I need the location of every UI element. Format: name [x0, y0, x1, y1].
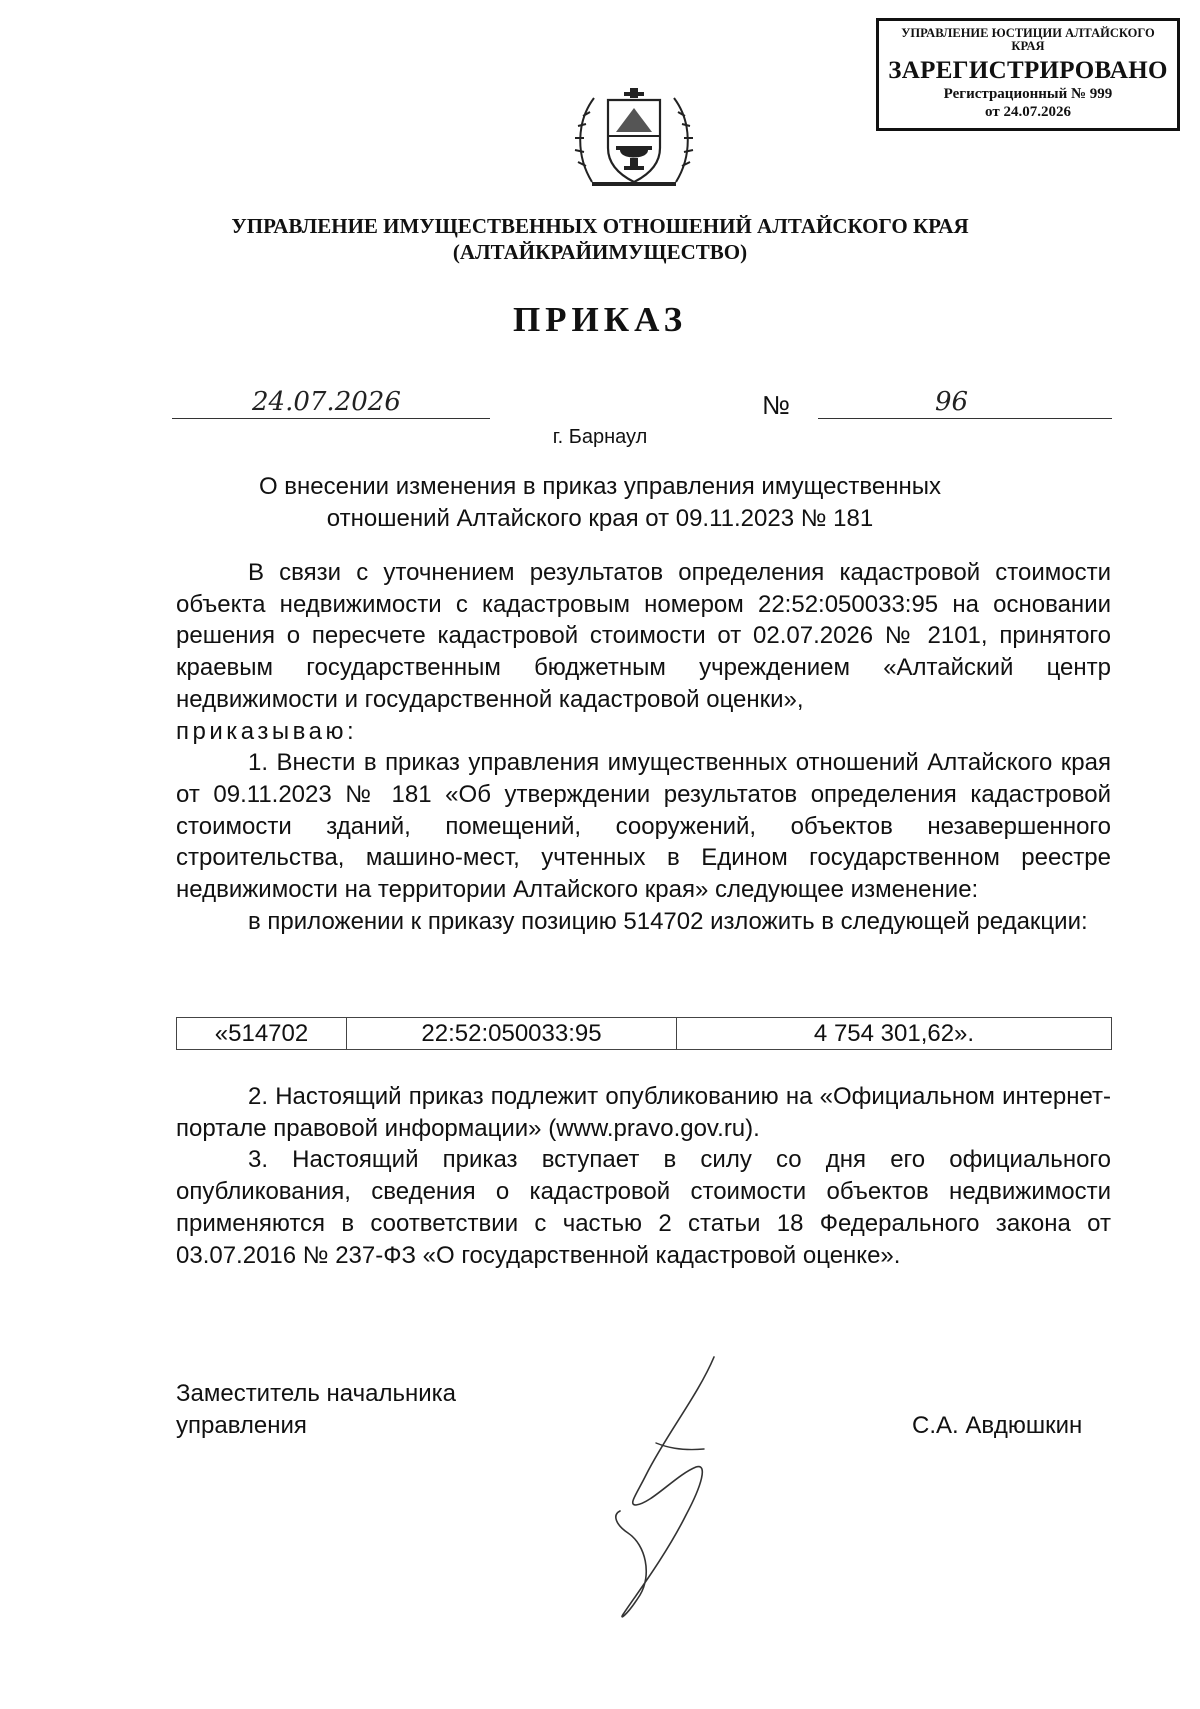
registration-stamp	[876, 18, 1180, 131]
position-table	[176, 1017, 1112, 1050]
agency-name-line1: УПРАВЛЕНИЕ ИМУЩЕСТВЕННЫХ ОТНОШЕНИЙ АЛТАЙСКОГО КРАЯ	[231, 214, 969, 238]
order-date-handwritten: 24.07.2026	[252, 387, 401, 417]
order-body	[176, 557, 1111, 937]
number-underline	[818, 418, 1112, 419]
handwritten-signature-icon	[606, 1355, 756, 1620]
number-sign: №	[762, 390, 790, 420]
agency-name-line2: (АЛТАЙКРАЙИМУЩЕСТВО)	[452, 240, 748, 264]
signer-position-line2: управления	[176, 1412, 307, 1439]
stamp-title: ЗАРЕГИСТРИРОВАНО	[888, 57, 1168, 84]
order-subject	[0, 471, 1200, 535]
table-cell-value: 4 754 301,62».	[677, 1018, 1112, 1050]
altai-krai-coat-of-arms-icon	[572, 86, 696, 188]
subject-line1: О внесении изменения в приказ управления имущественных	[258, 473, 942, 500]
signer-name: С.А. Авдюшкин	[912, 1412, 1083, 1439]
stamp-reg-date: от 24.07.2026	[985, 104, 1071, 120]
signer-position	[176, 1378, 456, 1442]
stamp-org: УПРАВЛЕНИЕ ЮСТИЦИИ АЛТАЙСКОГО КРАЯ	[901, 26, 1155, 53]
order-body-continued	[176, 1081, 1111, 1271]
order-number-handwritten: 96	[935, 387, 969, 417]
item-3-paragraph: 3. Настоящий приказ вступает в силу со дня его официального опубликования, сведения о кадастровой стоимости объектов недвижимости применяются в соответствии с частью 2 статьи 18 Федерального закона от 03.07.2016 № 237-ФЗ «О государственной кадастровой оценке».	[176, 1146, 1111, 1269]
item-1-paragraph: 1. Внести в приказ управления имущественных отношений Алтайского края от 09.11.2023 № 181 «Об утверждении результатов определения кадастровой стоимости зданий, помещений, сооружений, объектов незавершенного строительства, машино-мест, учтенных в Едином государственном реестре недвижимости на территории Алтайского края» следующее изменение:	[176, 749, 1111, 904]
agency-name	[0, 213, 1200, 265]
city: г. Барнаул	[552, 426, 648, 448]
document-type-title: ПРИКАЗ	[512, 300, 688, 339]
signer-position-line1: Заместитель начальника	[176, 1380, 457, 1407]
order-word: приказываю:	[176, 717, 358, 745]
item-2-paragraph: 2. Настоящий приказ подлежит опубликованию на «Официальном интернет-портале правовой информации» (www.pravo.gov.ru).	[176, 1083, 1111, 1142]
table-cell-cadastral-number: 22:52:050033:95	[347, 1018, 677, 1050]
table-cell-position: «514702	[177, 1018, 347, 1050]
item-1-sub-paragraph: в приложении к приказу позицию 514702 изложить в следующей редакции:	[248, 907, 1088, 935]
table-row	[177, 1018, 1112, 1050]
preamble-paragraph: В связи с уточнением результатов определения кадастровой стоимости объекта недвижимости с кадастровым номером 22:52:050033:95 на основании решения о пересчете кадастровой стоимости от 02.07.2026 № 2101, принятого краевым государственным бюджетным учреждением «Алтайский центр недвижимости и государственной кадастровой оценки»,	[176, 559, 1111, 713]
stamp-reg-number: Регистрационный № 999	[943, 86, 1113, 102]
subject-line2: отношений Алтайского края от 09.11.2023 № 181	[326, 505, 874, 532]
date-underline	[172, 418, 490, 419]
